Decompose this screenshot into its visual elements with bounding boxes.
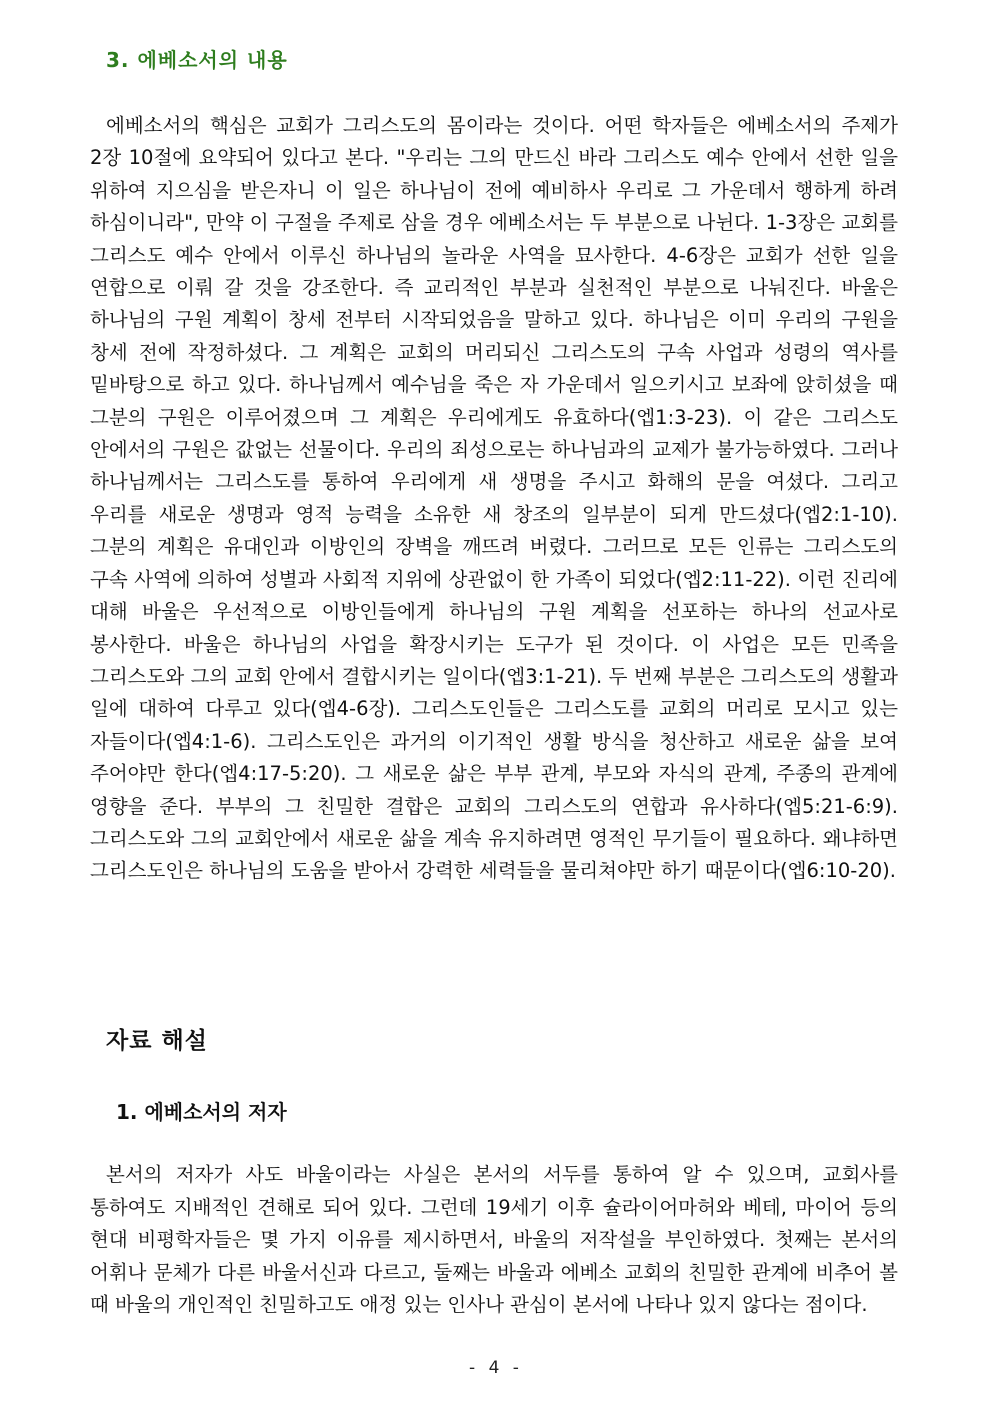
- author-subheading: 1. 에베소서의 저자: [116, 1100, 287, 1124]
- page-number: - 4 -: [469, 1358, 523, 1378]
- section-heading: 3. 에베소서의 내용: [106, 48, 288, 72]
- section-body-paragraph: 에베소서의 핵심은 교회가 그리스도의 몸이라는 것이다. 어떤 학자들은 에베소서의 주제가 2장 10절에 요약되어 있다고 본다. "우리는 그의 만드신 바라 그리스도 예수 안에서 선한 일을 위하여 지으심을 받은자니 이 일은 하나님이 전에 예비하사 우리로 그 가운데서 행하게 하려 하심이니라", 만약 이 구절을 주제로 삼을 경우 에베소서는 두 부분으로 나뉜다. 1-3장은 교회를 그리스도 예수 안에서 이루신 하나님의 놀라운 사역을 묘사한다. 4-6장은 교회가 선한 일을 연합으로 이뤄 갈 것을 강조한다. 즉 교리적인 부분과 실천적인 부분으로 나눠진다. 바울은 하나님의 구원 계획이 창세 전부터 시작되었음을 말하고 있다. 하나님은 이미 우리의 구원을 창세 전에 작정하셨다. 그 계획은 교회의 머리되신 그리스도의 구속 사업과 성령의 역사를 밑바탕으로 하고 있다. 하나님께서 예수님을 죽은 자 가운데서 일으키시고 보좌에 앉히셨을 때 그분의 구원은 이루어졌으며 그 계획은 우리에게도 유효하다(엡1:3-23). 이 같은 그리스도 안에서의 구원은 값없는 선물이다. 우리의 죄성으로는 하나님과의 교제가 불가능하였다. 그러나 하나님께서는 그리스도를 통하여 우리에게 새 생명을 주시고 화해의 문을 여셨다. 그리고 우리를 새로운 생명과 영적 능력을 소유한 새 창조의 일부분이 되게 만드셨다(엡2:1-10). 그분의 계획은 유대인과 이방인의 장벽을 깨뜨려 버렸다. 그러므로 모든 인류는 그리스도의 구속 사역에 의하여 성별과 사회적 지위에 상관없이 한 가족이 되었다(엡2:11-22). 이런 진리에 대해 바울은 우선적으로 이방인들에게 하나님의 구원 계획을 선포하는 하나의 선교사로 봉사한다. 바울은 하나님의 사업을 확장시키는 도구가 된 것이다. 이 사업은 모든 민족을 그리스도와 그의 교회 안에서 결합시키는 일이다(엡3:1-21). 두 번째 부분은 그리스도의 생활과 일에 대하여 다루고 있다(엡4-6장). 그리스도인들은 그리스도를 교회의 머리로 모시고 있는 자들이다(엡4:1-6). 그리스도인은 과거의 이기적인 생활 방식을 청산하고 새로운 삶을 보여 주어야만 한다(엡4:17-5:20). 그 새로운 삶은 부부 관계, 부모와 자식의 관계, 주종의 관계에 영향을 준다. 부부의 그 친밀한 결합은 교회의 그리스도의 연합과 유사하다(엡5:21-6:9). 그리스도와 그의 교회안에서 새로운 삶을 계속 유지하려면 영적인 무기들이 필요하다. 왜냐하면 그리스도인은 하나님의 도움을 받아서 강력한 세력들을 물리쳐야만 하기 때문이다(엡6:10-20).: [90, 114, 898, 883]
- commentary-heading: 자료 해설: [106, 1028, 208, 1054]
- author-body-paragraph: 본서의 저자가 사도 바울이라는 사실은 본서의 서두를 통하여 알 수 있으며, 교회사를 통하여도 지배적인 견해로 되어 있다. 그런데 19세기 이후 슐라이어마허와 베테, 마이어 등의 현대 비평학자들은 몇 가지 이유를 제시하면서, 바울의 저작설을 부인하였다. 첫째는 본서의 어휘나 문체가 다른 바울서신과 다르고, 둘째는 바울과 에베소 교회의 친밀한 관계에 비추어 볼 때 바울의 개인적인 친밀하고도 애정 있는 인사나 관심이 본서에 나타나 있지 않다는 점이다.: [90, 1163, 898, 1317]
